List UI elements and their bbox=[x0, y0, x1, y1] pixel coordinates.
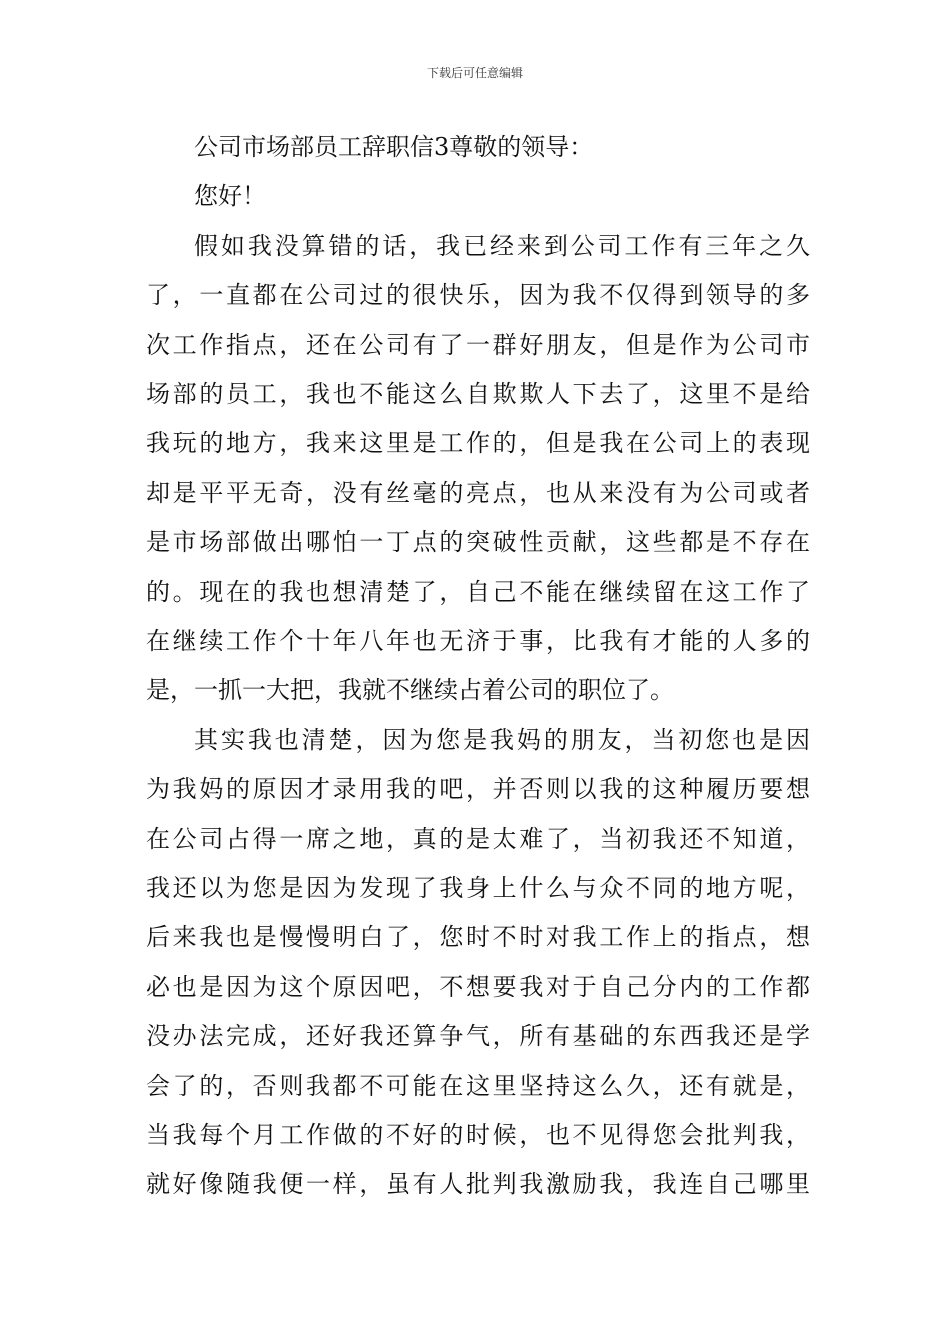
text-line: 的。现在的我也想清楚了，自己不能在继续留在这工作了 bbox=[146, 577, 810, 606]
text-line: 是市场部做出哪怕一丁点的突破性贡献，这些都是不存在 bbox=[146, 528, 810, 557]
text-line: 后来我也是慢慢明白了，您时不时对我工作上的指点，想 bbox=[146, 923, 810, 952]
text-line: 您好！ bbox=[194, 182, 266, 211]
text-line: 当我每个月工作做的不好的时候，也不见得您会批判我， bbox=[146, 1121, 810, 1149]
text-line: 为我妈的原因才录用我的吧，并否则以我的这种履历要想 bbox=[146, 775, 810, 804]
text-line: 在公司占得一席之地，真的是太难了，当初我还不知道， bbox=[146, 824, 810, 853]
page-header: 下载后可任意编辑 bbox=[426, 66, 523, 80]
text-line: 在继续工作个十年八年也无济于事，比我有才能的人多的 bbox=[146, 627, 810, 655]
text-line: 必也是因为这个原因吧，不想要我对于自己分内的工作都 bbox=[146, 972, 810, 1001]
text-line: 次工作指点，还在公司有了一群好朋友，但是作为公司市 bbox=[146, 330, 810, 359]
text-line: 我玩的地方，我来这里是工作的，但是我在公司上的表现 bbox=[146, 429, 810, 458]
text-line: 我还以为您是因为发现了我身上什么与众不同的地方呢， bbox=[146, 874, 810, 902]
text-line: 就好像随我便一样，虽有人批判我激励我，我连自己哪里 bbox=[146, 1170, 810, 1199]
text-line: 却是平平无奇，没有丝毫的亮点，也从来没有为公司或者 bbox=[146, 478, 810, 507]
text-line: 会了的，否则我都不可能在这里坚持这么久，还有就是， bbox=[146, 1071, 810, 1100]
text-line: 公司市场部员工辞职信3尊敬的领导： bbox=[194, 133, 594, 161]
text-line: 假如我没算错的话，我已经来到公司工作有三年之久 bbox=[194, 231, 810, 260]
text-line: 其实我也清楚，因为您是我妈的朋友，当初您也是因 bbox=[194, 725, 810, 754]
text-line: 没办法完成，还好我还算争气，所有基础的东西我还是学 bbox=[146, 1022, 810, 1051]
text-line: 是，一抓一大把，我就不继续占着公司的职位了。 bbox=[146, 676, 674, 705]
text-line: 场部的员工，我也不能这么自欺欺人下去了，这里不是给 bbox=[146, 380, 810, 408]
text-line: 了，一直都在公司过的很快乐，因为我不仅得到领导的多 bbox=[146, 281, 810, 310]
